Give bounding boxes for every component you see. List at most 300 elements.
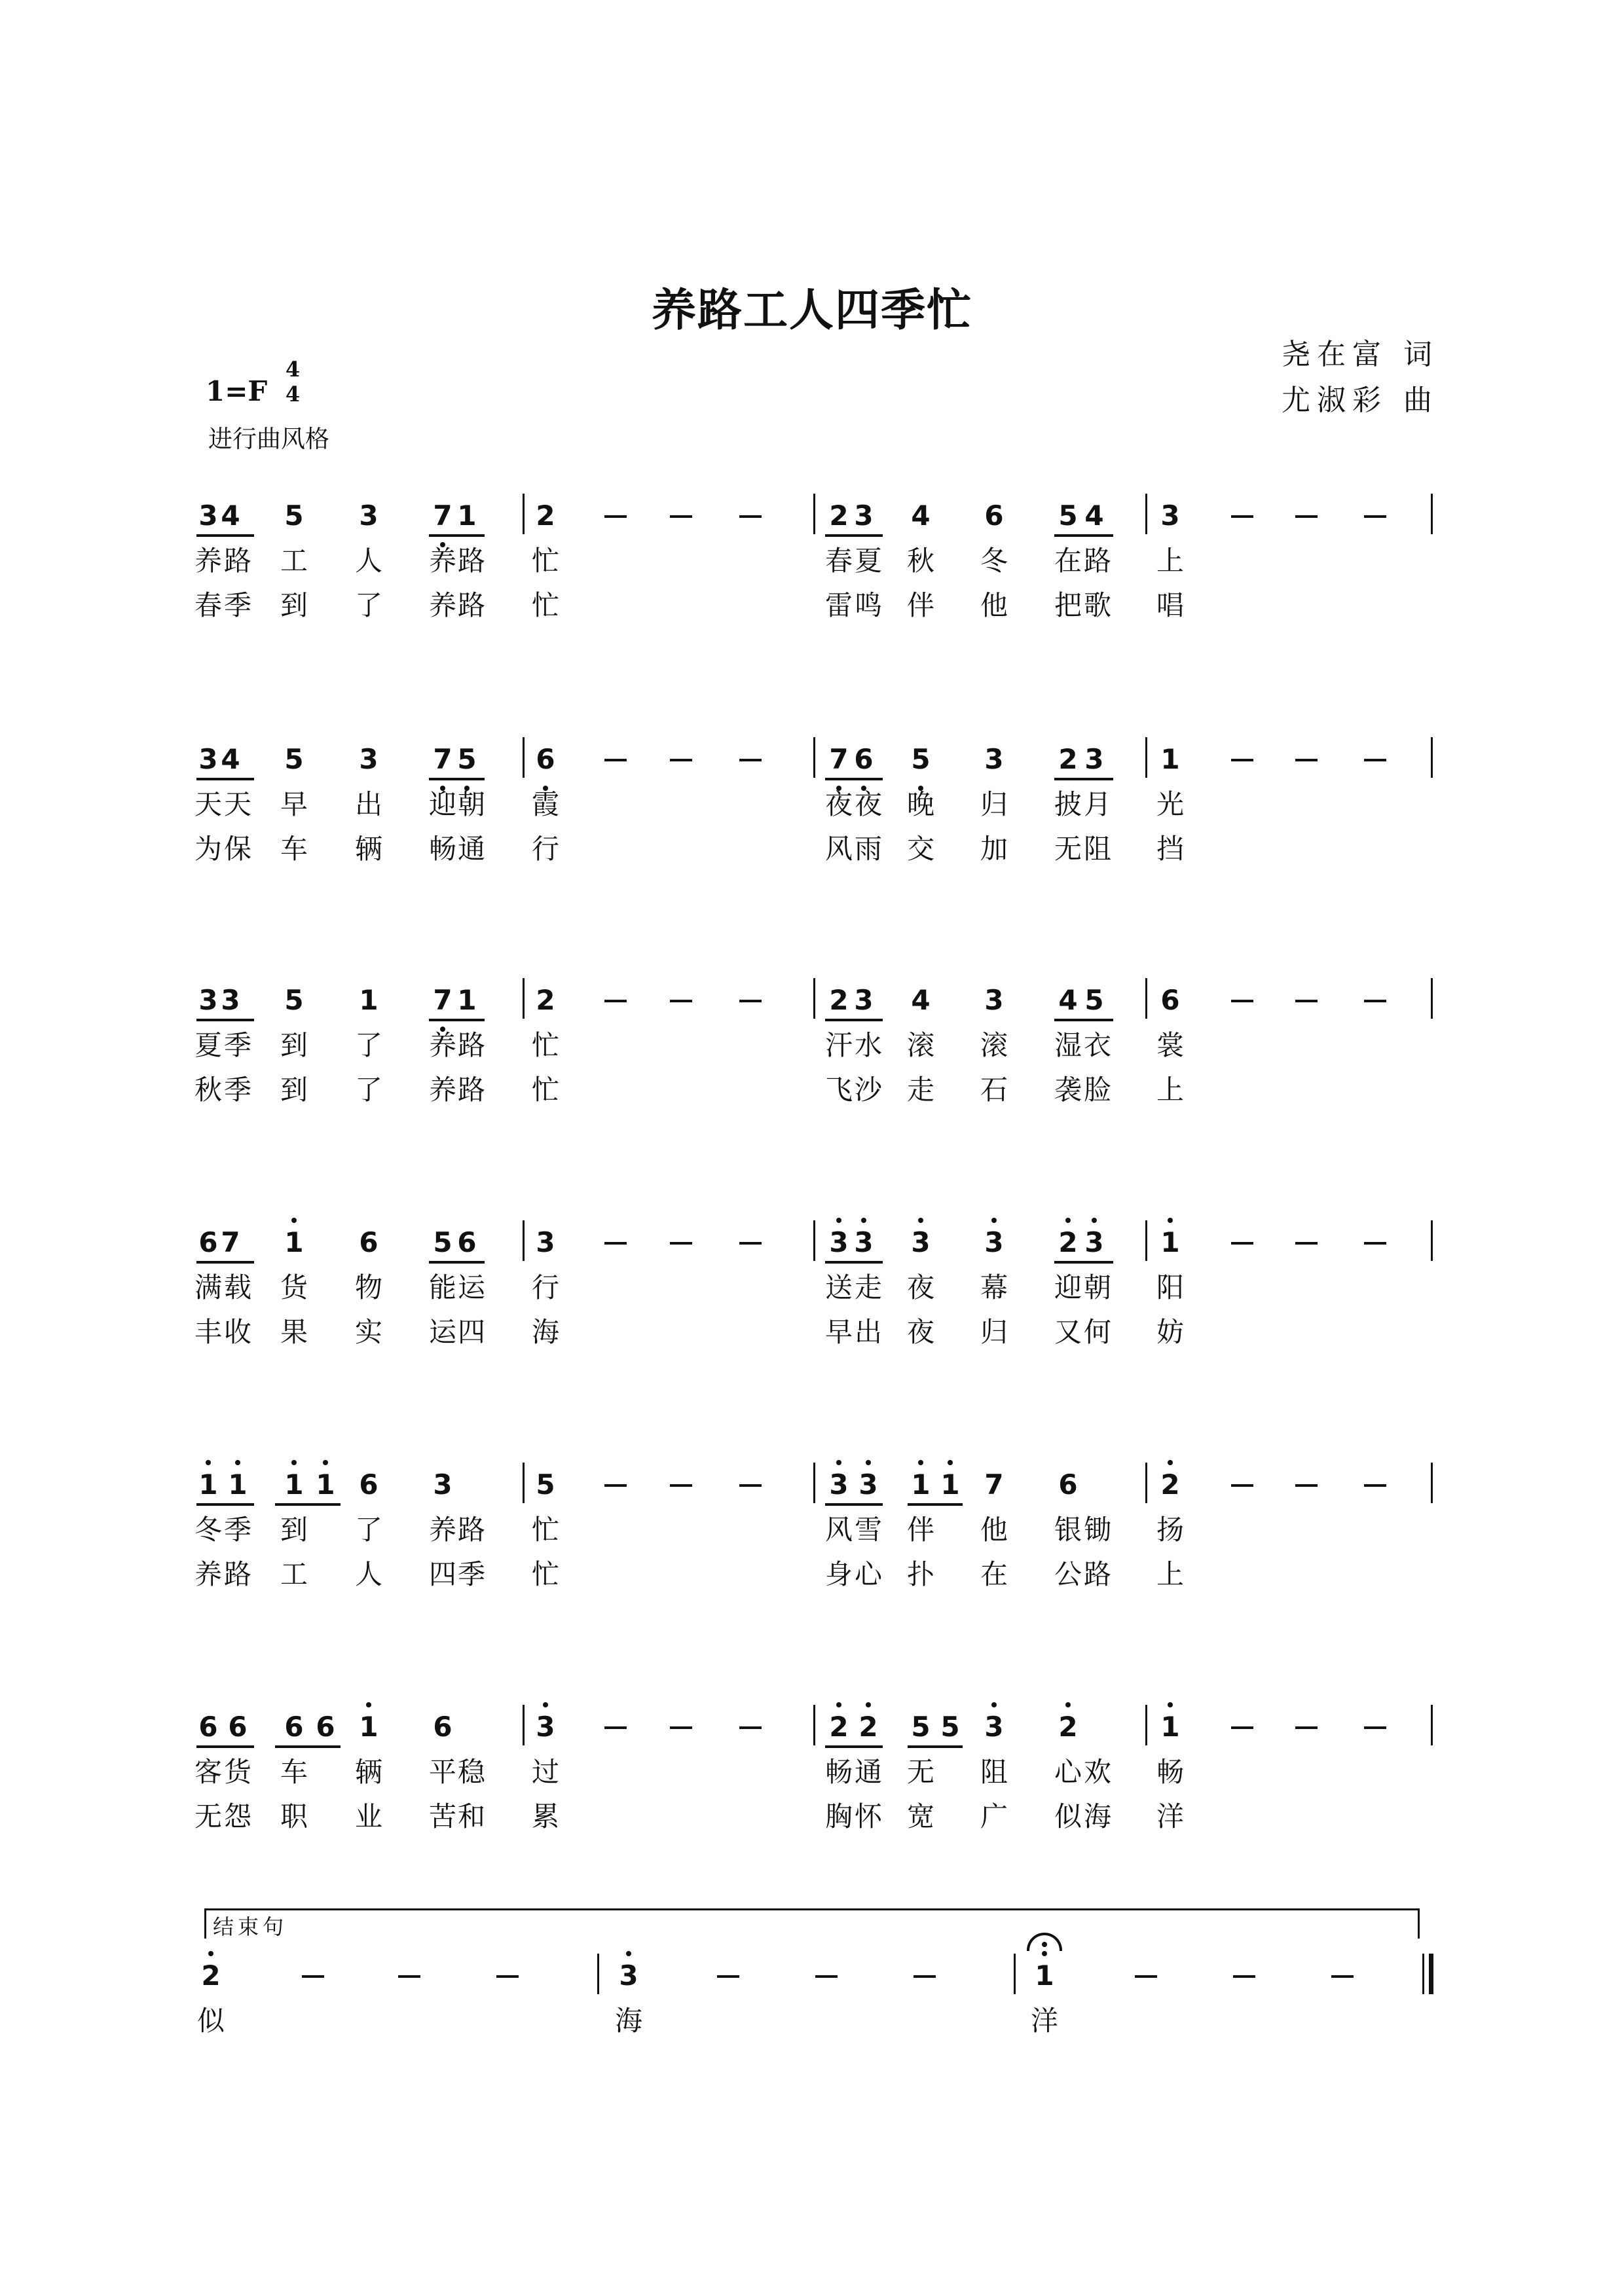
sustain-dash xyxy=(496,1975,519,1978)
lyric-verse1: 季 xyxy=(223,1514,251,1546)
octave-dot xyxy=(836,1218,841,1223)
beam xyxy=(908,1745,963,1748)
note: 7 xyxy=(433,743,452,775)
final-barline-thin xyxy=(1422,1954,1424,1994)
octave-dot xyxy=(866,1460,871,1465)
sustain-dash xyxy=(1295,759,1318,761)
sustain-dash xyxy=(1231,759,1253,761)
lyric-verse1: 到 xyxy=(280,1514,308,1546)
sustain-dash xyxy=(1364,1000,1386,1002)
note: 6 xyxy=(984,500,1004,532)
barline xyxy=(523,1463,525,1503)
note: 7 xyxy=(433,500,452,532)
note: 2 xyxy=(1058,743,1078,775)
lyric-verse2: 走 xyxy=(906,1074,934,1106)
sustain-dash xyxy=(717,1975,739,1978)
beam xyxy=(429,534,485,537)
note: 1 xyxy=(940,1468,960,1501)
lyric-verse1: 月 xyxy=(1083,788,1111,820)
lyric-verse1: 路 xyxy=(457,545,485,577)
octave-dot xyxy=(948,1460,953,1465)
note: 1 xyxy=(1160,1711,1180,1743)
lyric-verse2: 似 xyxy=(1054,1800,1082,1832)
lyric-verse1: 心 xyxy=(1054,1756,1082,1788)
note: 3 xyxy=(858,1468,878,1501)
beam xyxy=(429,1019,485,1021)
note: 4 xyxy=(1084,500,1104,532)
lyric-verse1: 天 xyxy=(194,788,222,820)
sustain-dash xyxy=(1364,515,1386,518)
octave-dot xyxy=(291,1460,297,1465)
lyric-verse2: 怀 xyxy=(854,1800,882,1832)
lyric-verse1: 欢 xyxy=(1083,1756,1111,1788)
note: 5 xyxy=(1058,500,1078,532)
note: 4 xyxy=(1058,984,1078,1016)
beam xyxy=(196,778,254,780)
lyric-verse2: 四 xyxy=(428,1558,456,1590)
note: 3 xyxy=(1084,1226,1104,1258)
note: 3 xyxy=(854,984,874,1016)
sustain-dash xyxy=(1295,1484,1318,1487)
lyric-ending: 洋 xyxy=(1030,2005,1058,2037)
barline xyxy=(1145,1705,1147,1745)
lyric-verse2: 实 xyxy=(354,1316,382,1348)
lyric-verse2: 何 xyxy=(1083,1316,1111,1348)
sustain-dash xyxy=(739,1000,762,1002)
note: 1 xyxy=(359,984,378,1016)
note: 6 xyxy=(854,743,874,775)
sustain-dash xyxy=(1295,1726,1318,1729)
barline xyxy=(523,1705,525,1745)
time-signature-numerator: 4 xyxy=(285,357,301,382)
lyric-verse2: 胸 xyxy=(824,1800,853,1832)
lyric-verse2: 养 xyxy=(428,589,456,621)
ending-system-row xyxy=(0,1958,1624,2154)
barline xyxy=(813,1463,815,1503)
note: 5 xyxy=(536,1468,555,1501)
octave-dot xyxy=(1168,1460,1173,1465)
beam xyxy=(275,1503,341,1506)
note: 6 xyxy=(228,1711,248,1743)
sustain-dash xyxy=(1231,1726,1253,1729)
sustain-dash xyxy=(604,1000,627,1002)
note: 1 xyxy=(457,500,477,532)
octave-dot xyxy=(861,1218,866,1223)
lyric-verse2: 了 xyxy=(354,589,382,621)
lyric-verse2: 人 xyxy=(354,1558,382,1590)
lyric-verse1: 忙 xyxy=(531,545,559,577)
lyric-verse2: 到 xyxy=(280,1074,308,1106)
sustain-dash xyxy=(1231,1000,1253,1002)
note: 3 xyxy=(198,984,218,1016)
lyric-verse1: 夏 xyxy=(194,1029,222,1061)
lyric-ending: 海 xyxy=(614,2005,642,2037)
lyric-verse1: 通 xyxy=(854,1756,882,1788)
lyric-verse1: 忙 xyxy=(531,1514,559,1546)
lyric-verse2: 飞 xyxy=(824,1074,853,1106)
lyric-verse1: 银 xyxy=(1054,1514,1082,1546)
lyric-verse1: 披 xyxy=(1054,788,1082,820)
lyric-verse2: 保 xyxy=(223,833,251,865)
barline xyxy=(1145,1463,1147,1503)
barline xyxy=(813,737,815,778)
sustain-dash xyxy=(1364,759,1386,761)
sustain-dash xyxy=(604,759,627,761)
sustain-dash xyxy=(1135,1975,1157,1978)
lyric-verse2: 上 xyxy=(1156,1074,1184,1106)
note: 1 xyxy=(1035,1959,1054,1992)
beam xyxy=(429,778,485,780)
note: 3 xyxy=(984,1226,1004,1258)
lyric-verse1: 送 xyxy=(824,1271,853,1303)
lyric-verse1: 晚 xyxy=(906,788,934,820)
lyric-verse1: 裳 xyxy=(1156,1029,1184,1061)
lyric-verse1: 夜 xyxy=(854,788,882,820)
note: 1 xyxy=(457,984,477,1016)
sustain-dash xyxy=(604,1484,627,1487)
note: 7 xyxy=(984,1468,1004,1501)
note: 5 xyxy=(911,1711,931,1743)
lyric-verse2: 辆 xyxy=(354,833,382,865)
sustain-dash xyxy=(1364,1484,1386,1487)
lyric-verse1: 扬 xyxy=(1156,1514,1184,1546)
note: 5 xyxy=(284,984,304,1016)
lyric-verse2: 歌 xyxy=(1083,589,1111,621)
note: 3 xyxy=(536,1711,555,1743)
beam xyxy=(275,1745,341,1748)
lyric-verse2: 畅 xyxy=(428,833,456,865)
note: 2 xyxy=(1058,1711,1078,1743)
lyric-verse1: 冬 xyxy=(194,1514,222,1546)
lyric-verse1: 畅 xyxy=(1156,1756,1184,1788)
lyric-verse2: 春 xyxy=(194,589,222,621)
lyric-verse1: 朝 xyxy=(457,788,485,820)
sustain-dash xyxy=(670,515,692,518)
note: 3 xyxy=(829,1226,849,1258)
barline xyxy=(813,1705,815,1745)
note: 5 xyxy=(284,500,304,532)
lyric-verse2: 把 xyxy=(1054,589,1082,621)
sustain-dash xyxy=(739,1484,762,1487)
end-barline xyxy=(1431,1220,1433,1261)
note: 4 xyxy=(221,500,240,532)
lyric-verse1: 养 xyxy=(428,1029,456,1061)
sustain-dash xyxy=(398,1975,420,1978)
beam xyxy=(1054,1019,1113,1021)
sustain-dash xyxy=(1295,515,1318,518)
note: 1 xyxy=(284,1468,304,1501)
octave-dot xyxy=(235,1460,240,1465)
lyric-verse1: 夏 xyxy=(854,545,882,577)
note: 5 xyxy=(1084,984,1104,1016)
sustain-dash xyxy=(815,1975,838,1978)
lyric-verse2: 无 xyxy=(194,1800,222,1832)
note: 5 xyxy=(284,743,304,775)
time-signature-denominator: 4 xyxy=(285,382,301,407)
lyric-verse1: 走 xyxy=(854,1271,882,1303)
lyric-verse2: 雨 xyxy=(854,833,882,865)
sustain-dash xyxy=(1233,1975,1255,1978)
sustain-dash xyxy=(1295,1242,1318,1245)
lyric-verse1: 载 xyxy=(223,1271,251,1303)
lyric-verse1: 车 xyxy=(280,1756,308,1788)
octave-dot xyxy=(1042,1951,1047,1956)
lyric-verse1: 阻 xyxy=(980,1756,1008,1788)
octave-dot xyxy=(206,1460,211,1465)
lyric-verse2: 收 xyxy=(223,1316,251,1348)
final-barline-thick xyxy=(1429,1954,1433,1994)
lyric-verse2: 石 xyxy=(980,1074,1008,1106)
key-signature: 1=F xyxy=(206,375,268,407)
lyric-verse1: 货 xyxy=(280,1271,308,1303)
note: 6 xyxy=(457,1226,477,1258)
barline xyxy=(813,978,815,1019)
note: 2 xyxy=(829,984,849,1016)
lyric-verse2: 路 xyxy=(457,1074,485,1106)
sustain-dash xyxy=(1364,1242,1386,1245)
lyric-verse2: 累 xyxy=(531,1800,559,1832)
barline xyxy=(1145,737,1147,778)
note: 5 xyxy=(433,1226,452,1258)
lyric-verse1: 迎 xyxy=(428,788,456,820)
octave-dot xyxy=(991,1218,997,1223)
lyric-ending: 似 xyxy=(196,2005,225,2037)
sustain-dash xyxy=(670,1726,692,1729)
lyric-verse1: 路 xyxy=(1083,545,1111,577)
lyric-verse2: 早 xyxy=(824,1316,853,1348)
lyric-verse2: 到 xyxy=(280,589,308,621)
lyric-verse1: 物 xyxy=(354,1271,382,1303)
note: 3 xyxy=(911,1226,931,1258)
lyric-verse2: 雷 xyxy=(824,589,853,621)
note: 3 xyxy=(1160,500,1180,532)
lyric-verse2: 他 xyxy=(980,589,1008,621)
score-system xyxy=(0,1467,1624,1663)
lyric-verse1: 无 xyxy=(906,1756,934,1788)
lyric-verse2: 在 xyxy=(980,1558,1008,1590)
lyric-verse2: 海 xyxy=(1083,1800,1111,1832)
beam xyxy=(825,1503,883,1506)
lyric-verse2: 路 xyxy=(457,589,485,621)
lyric-verse2: 路 xyxy=(1083,1558,1111,1590)
octave-dot xyxy=(1092,1218,1097,1223)
note: 6 xyxy=(433,1711,452,1743)
lyric-verse2: 四 xyxy=(457,1316,485,1348)
note: 2 xyxy=(1058,1226,1078,1258)
lyric-verse1: 工 xyxy=(280,545,308,577)
lyric-verse2: 车 xyxy=(280,833,308,865)
lyric-verse2: 又 xyxy=(1054,1316,1082,1348)
note: 3 xyxy=(198,500,218,532)
note: 1 xyxy=(284,1226,304,1258)
beam xyxy=(196,1261,254,1264)
lyric-verse2: 忙 xyxy=(531,589,559,621)
lyric-verse1: 路 xyxy=(223,545,251,577)
end-barline xyxy=(1431,494,1433,534)
note: 4 xyxy=(911,500,931,532)
beam xyxy=(825,1745,883,1748)
ending-label: 结束句 xyxy=(213,1914,288,1939)
note: 2 xyxy=(536,500,555,532)
tempo-style: 进行曲风格 xyxy=(208,425,329,453)
lyric-verse2: 业 xyxy=(354,1800,382,1832)
lyric-verse2: 行 xyxy=(531,833,559,865)
lyric-verse1: 上 xyxy=(1156,545,1184,577)
barline xyxy=(523,494,525,534)
note: 3 xyxy=(619,1959,638,1992)
lyric-verse2: 公 xyxy=(1054,1558,1082,1590)
note: 6 xyxy=(1160,984,1180,1016)
note: 3 xyxy=(984,743,1004,775)
note: 1 xyxy=(1160,1226,1180,1258)
note: 2 xyxy=(829,1711,849,1743)
lyric-verse2: 忙 xyxy=(531,1558,559,1590)
note: 7 xyxy=(829,743,849,775)
lyric-verse1: 养 xyxy=(194,545,222,577)
lyric-verse2: 挡 xyxy=(1156,833,1184,865)
lyric-verse1: 伴 xyxy=(906,1514,934,1546)
time-signature xyxy=(282,359,304,405)
octave-dot xyxy=(291,1218,297,1223)
lyric-verse1: 出 xyxy=(354,788,382,820)
note: 5 xyxy=(911,743,931,775)
beam xyxy=(1054,778,1113,780)
lyric-verse2: 养 xyxy=(194,1558,222,1590)
note: 3 xyxy=(829,1468,849,1501)
octave-dot xyxy=(366,1702,371,1707)
score-system xyxy=(0,1709,1624,1905)
note: 6 xyxy=(1058,1468,1078,1501)
octave-dot xyxy=(918,1218,923,1223)
sustain-dash xyxy=(913,1975,936,1978)
note: 1 xyxy=(359,1711,378,1743)
ending-bracket xyxy=(204,1908,1420,1937)
beam xyxy=(429,1261,485,1264)
lyric-verse1: 汗 xyxy=(824,1029,853,1061)
lyric-verse2: 妨 xyxy=(1156,1316,1184,1348)
lyric-verse2: 心 xyxy=(854,1558,882,1590)
sustain-dash xyxy=(670,759,692,761)
score-system xyxy=(0,982,1624,1178)
lyric-verse2: 和 xyxy=(457,1800,485,1832)
octave-dot xyxy=(918,1460,923,1465)
lyric-verse1: 路 xyxy=(457,1514,485,1546)
octave-dot xyxy=(991,1702,997,1707)
lyric-verse1: 朝 xyxy=(1083,1271,1111,1303)
beam xyxy=(1054,534,1113,537)
note: 3 xyxy=(984,1711,1004,1743)
lyric-verse1: 早 xyxy=(280,788,308,820)
beam xyxy=(825,778,883,780)
note: 3 xyxy=(359,743,378,775)
end-barline xyxy=(1431,737,1433,778)
lyric-verse1: 满 xyxy=(194,1271,222,1303)
lyric-verse2: 扑 xyxy=(906,1558,934,1590)
lyric-verse1: 湿 xyxy=(1054,1029,1082,1061)
lyric-verse1: 人 xyxy=(354,545,382,577)
sustain-dash xyxy=(670,1000,692,1002)
lyric-verse2: 怨 xyxy=(223,1800,251,1832)
lyric-verse1: 春 xyxy=(824,545,853,577)
note: 3 xyxy=(359,500,378,532)
lyric-verse2: 出 xyxy=(854,1316,882,1348)
lyric-verse1: 稳 xyxy=(457,1756,485,1788)
barline xyxy=(813,494,815,534)
lyric-verse2: 海 xyxy=(531,1316,559,1348)
barline xyxy=(1145,978,1147,1019)
note: 6 xyxy=(536,743,555,775)
lyric-verse2: 脸 xyxy=(1083,1074,1111,1106)
barline xyxy=(597,1954,599,1994)
lyric-verse2: 阻 xyxy=(1083,833,1111,865)
lyric-verse2: 洋 xyxy=(1156,1800,1184,1832)
octave-dot xyxy=(543,1702,548,1707)
note: 2 xyxy=(536,984,555,1016)
note: 6 xyxy=(316,1711,335,1743)
sustain-dash xyxy=(1231,1242,1253,1245)
lyric-verse2: 运 xyxy=(428,1316,456,1348)
lyric-verse2: 宽 xyxy=(906,1800,934,1832)
octave-dot xyxy=(1065,1702,1071,1707)
composer-credit: 尤淑彩 曲 xyxy=(1282,384,1439,417)
lyric-verse1: 养 xyxy=(428,1514,456,1546)
lyric-verse1: 过 xyxy=(531,1756,559,1788)
sustain-dash xyxy=(739,759,762,761)
lyric-verse2: 为 xyxy=(194,833,222,865)
score-system xyxy=(0,1224,1624,1421)
lyric-verse2: 季 xyxy=(223,589,251,621)
sustain-dash xyxy=(1231,1484,1253,1487)
lyric-verse2: 苦 xyxy=(428,1800,456,1832)
lyric-verse1: 冬 xyxy=(980,545,1008,577)
barline xyxy=(1014,1954,1016,1994)
lyric-verse1: 阳 xyxy=(1156,1271,1184,1303)
beam xyxy=(825,534,883,537)
lyric-verse1: 光 xyxy=(1156,788,1184,820)
note: 7 xyxy=(221,1226,240,1258)
lyric-verse2: 通 xyxy=(457,833,485,865)
octave-dot xyxy=(836,1702,841,1707)
lyric-verse1: 养 xyxy=(428,545,456,577)
octave-dot xyxy=(1065,1218,1071,1223)
note: 3 xyxy=(221,984,240,1016)
lyric-verse2: 工 xyxy=(280,1558,308,1590)
score-system xyxy=(0,741,1624,938)
octave-dot xyxy=(323,1460,328,1465)
lyric-verse2: 鸣 xyxy=(854,589,882,621)
lyric-verse1: 在 xyxy=(1054,545,1082,577)
lyric-verse1: 路 xyxy=(457,1029,485,1061)
lyric-verse1: 忙 xyxy=(531,1029,559,1061)
beam xyxy=(196,1503,254,1506)
note: 2 xyxy=(201,1959,221,1992)
note: 1 xyxy=(316,1468,335,1501)
lyric-verse2: 身 xyxy=(824,1558,853,1590)
lyric-verse1: 滚 xyxy=(980,1029,1008,1061)
lyric-verse1: 天 xyxy=(223,788,251,820)
beam xyxy=(196,1019,254,1021)
lyric-verse2: 路 xyxy=(223,1558,251,1590)
lyric-verse2: 了 xyxy=(354,1074,382,1106)
lyric-verse2: 养 xyxy=(428,1074,456,1106)
barline xyxy=(813,1220,815,1261)
beam xyxy=(825,1261,883,1264)
lyric-verse2: 无 xyxy=(1054,833,1082,865)
lyric-verse1: 运 xyxy=(457,1271,485,1303)
octave-dot xyxy=(1168,1218,1173,1223)
lyric-verse2: 广 xyxy=(980,1800,1008,1832)
note: 3 xyxy=(854,1226,874,1258)
